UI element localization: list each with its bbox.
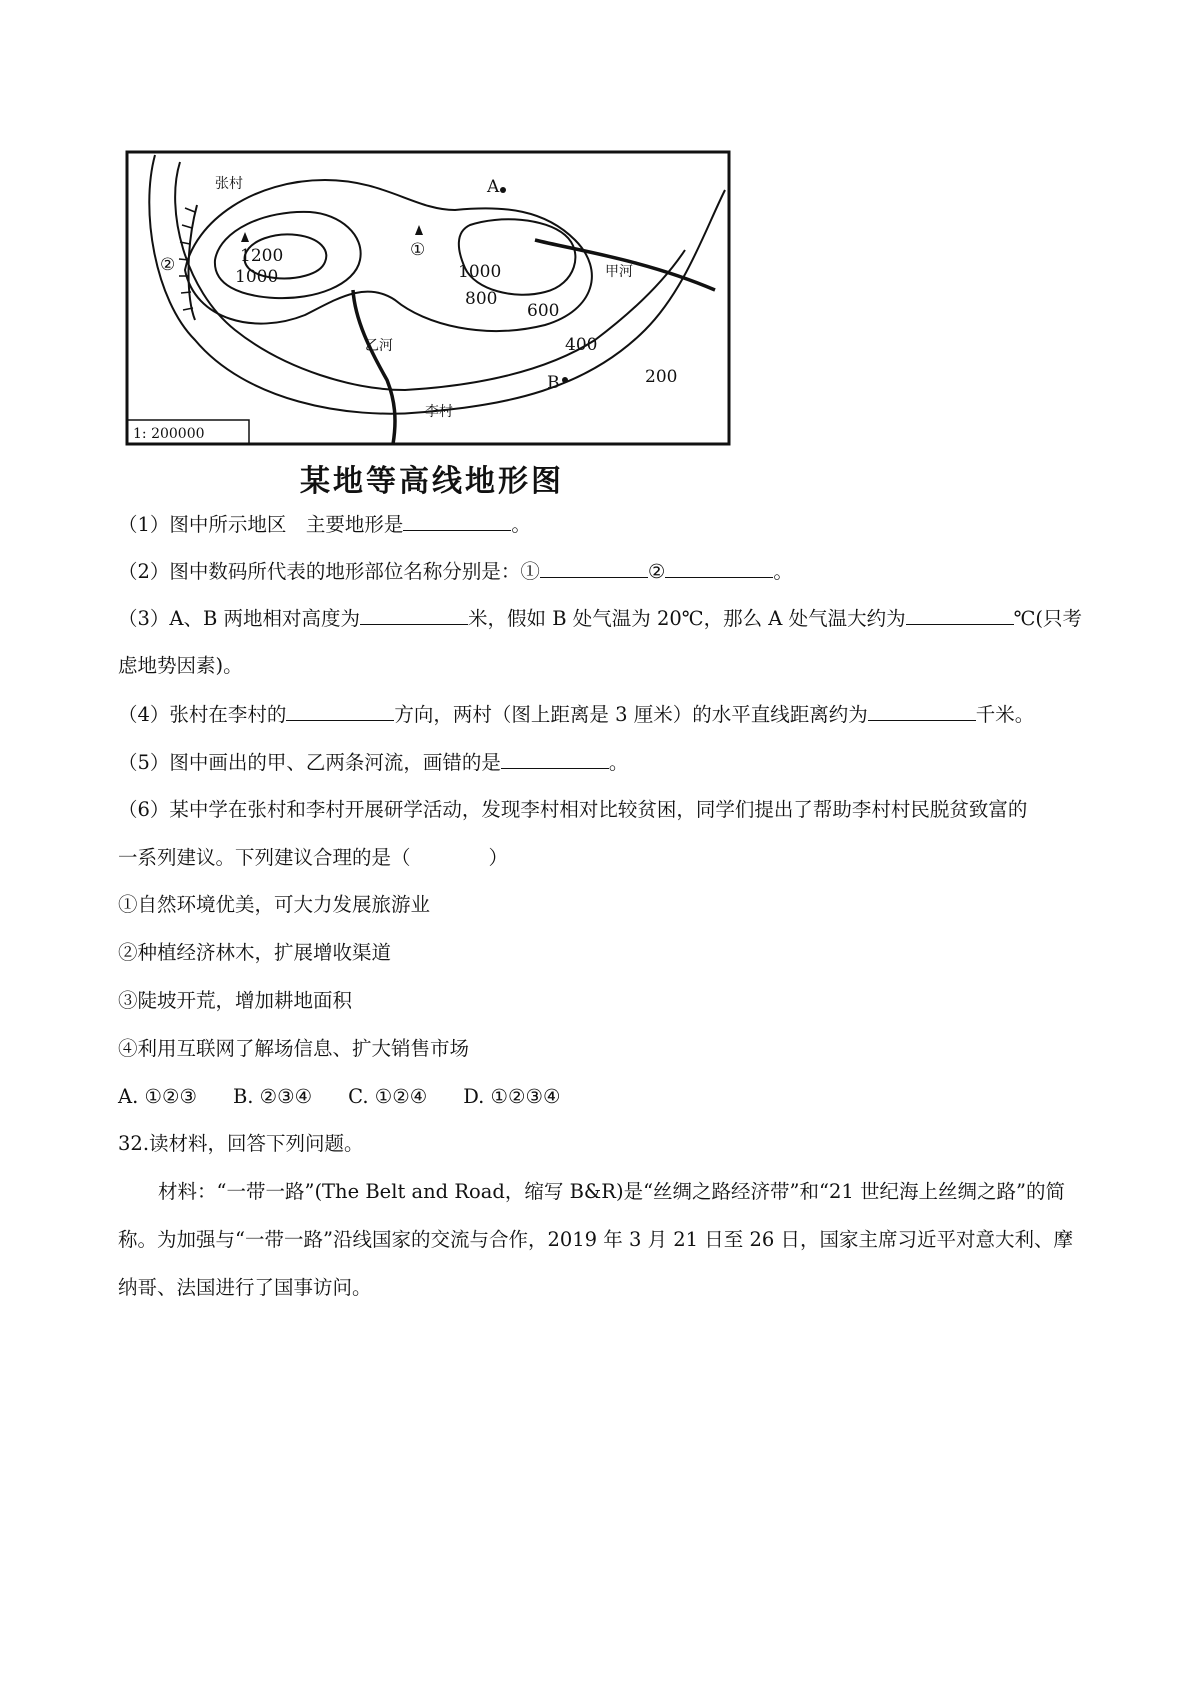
question-4: （4）张村在李村的 方向，两村（图上距离是 3 厘米）的水平直线距离约为 千米。 [118, 700, 1034, 729]
question-1: （1）图中所示地区 主要地形是 。 [118, 510, 531, 539]
contour-label-600: 600 [527, 301, 560, 321]
contour-label-1000-west: 1000 [235, 267, 279, 287]
contour-label-400: 400 [565, 335, 598, 355]
answer-blank[interactable] [360, 604, 468, 625]
contour-label-200: 200 [645, 367, 678, 387]
suggestion-item: ④利用互联网了解场信息、扩大销售市场 [118, 1037, 470, 1060]
question-32-title: 32.读材料，回答下列问题。 [118, 1132, 364, 1155]
option-b[interactable]: B. ②③④ [232, 1085, 313, 1108]
map-title: 某地等高线地形图 [300, 464, 564, 499]
point-b-label: B [547, 373, 560, 393]
contour-map-svg [125, 150, 731, 449]
suggestion-item: ③陡坡开荒，增加耕地面积 [118, 989, 353, 1012]
answer-blank[interactable] [403, 510, 511, 531]
contour-label-800: 800 [465, 289, 498, 309]
question-6: （6）某中学在张村和李村开展研学活动，发现李村相对比较贫困，同学们提出了帮助李村村民脱贫致富的 [118, 798, 1028, 821]
question-5: （5）图中画出的甲、乙两条河流，画错的是 。 [118, 748, 628, 777]
answer-blank[interactable] [868, 700, 976, 721]
contour-label-1000-east: 1000 [458, 262, 502, 282]
village-zhang-label: 张村 [215, 176, 243, 192]
material-paragraph: 材料：“一带一路”(The Belt and Road，缩写 B&R)是“丝绸之路经济带”和“21 世纪海上丝绸之路”的简称。为加强与“一带一路”沿线国家的交流与合作，2019 年 3 月 21 日至 26 日，国家主席习近平对意大利、摩纳哥、法国进行了国事访问。 [118, 1180, 1073, 1299]
contour-map [125, 150, 731, 449]
answer-blank[interactable] [906, 604, 1014, 625]
question-2: （2）图中数码所代表的地形部位名称分别是：① ② 。 [118, 557, 793, 586]
answer-blank[interactable] [501, 748, 609, 769]
point-a-label: A [487, 177, 500, 197]
option-c[interactable]: C. ①②④ [348, 1085, 428, 1108]
question-3-cont: 虑地势因素)。 [118, 654, 243, 677]
point-1-label: ① [410, 240, 426, 260]
answer-blank[interactable] [540, 557, 648, 578]
river-jia-label: 甲河 [605, 264, 633, 280]
river-yi-label: 乙河 [365, 338, 393, 354]
option-d[interactable]: D. ①②③④ [463, 1085, 561, 1108]
suggestion-item: ②种植经济林木，扩展增收渠道 [118, 941, 392, 964]
village-li-label: 李村 [425, 404, 453, 420]
contour-label-1200: 1200 [240, 246, 284, 266]
suggestion-item: ①自然环境优美，可大力发展旅游业 [118, 893, 431, 916]
question-3: （3）A、B 两地相对高度为 米，假如 B 处气温为 20℃，那么 A 处气温大约为 ℃(只考 [118, 604, 1082, 633]
answer-blank[interactable] [665, 557, 773, 578]
scale-label: 1: 200000 [133, 426, 205, 442]
question-6-cont: 一系列建议。下列建议合理的是（ ） [118, 846, 509, 869]
answer-blank[interactable] [286, 700, 394, 721]
option-a[interactable]: A. ①②③ [118, 1085, 197, 1108]
point-2-label: ② [160, 255, 176, 275]
answer-options [118, 1083, 596, 1111]
